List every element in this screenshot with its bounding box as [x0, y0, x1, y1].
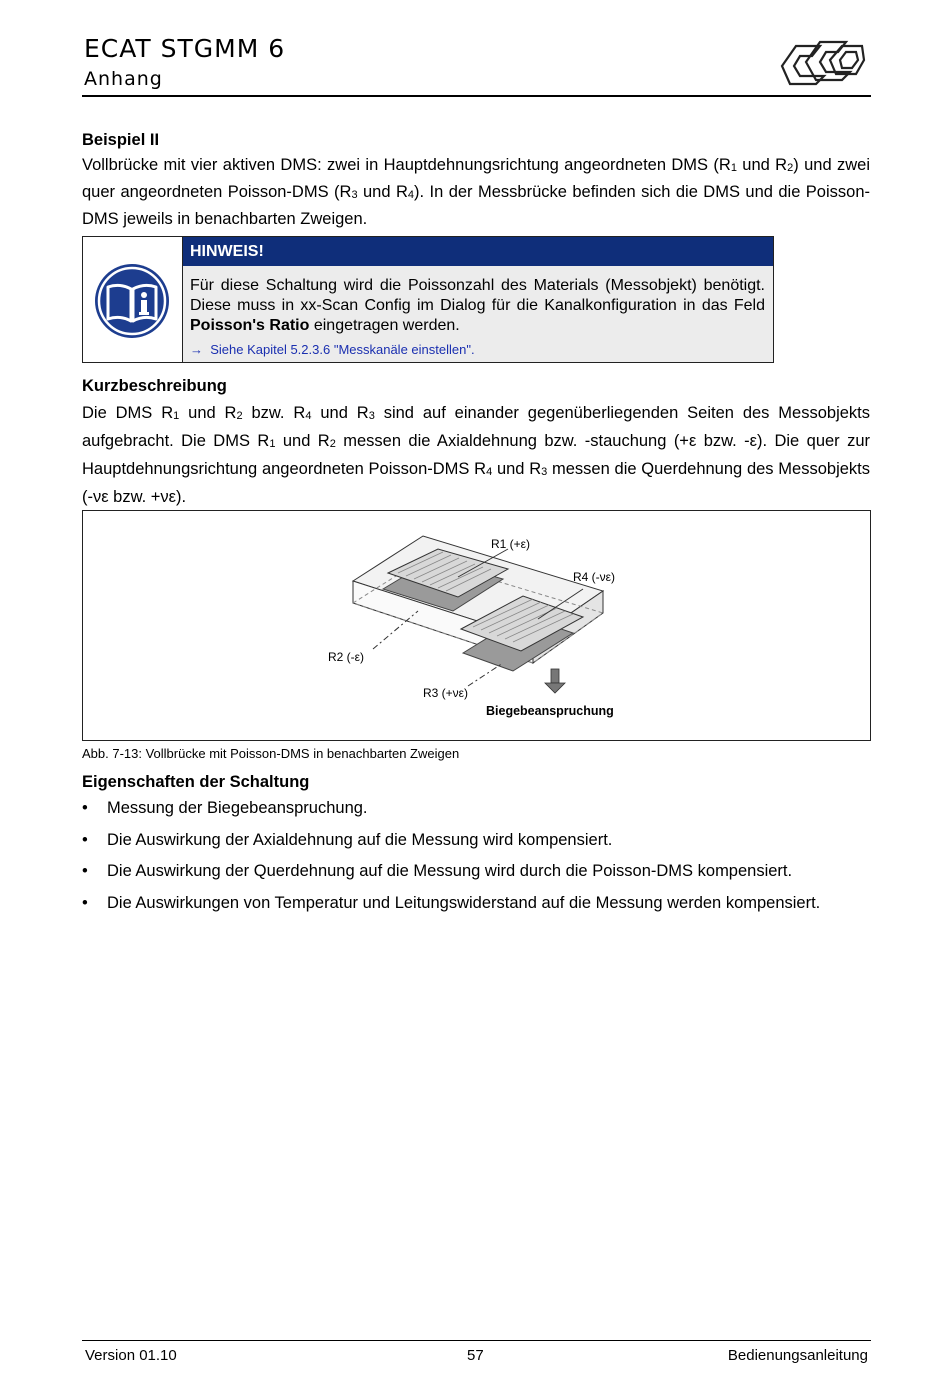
strain-gauge-diagram	[83, 511, 870, 740]
list-item: • Die Auswirkung der Querdehnung auf die Messung wird durch die Poisson-DMS kompensiert.	[82, 862, 793, 880]
page-number: 57	[467, 1347, 484, 1364]
figure-box	[82, 510, 871, 741]
load-arrow-icon	[545, 669, 565, 693]
section-heading-example: Beispiel II	[82, 131, 160, 149]
company-logo	[776, 36, 868, 86]
example-paragraph: Vollbrücke mit vier aktiven DMS: zwei in Hauptdehnungsrichtung angeordneten DMS ($R_1$ und $R_2$) und zwei quer angeordneten Poisson-DMS ($R_3$ und $R_4$). In der Messbrücke befinden sich die DMS und die Poisson-DMS jeweils in benachbarten Zweigen.	[82, 156, 870, 228]
label-load: Biegebeanspruchung	[486, 704, 614, 718]
info-book-icon	[94, 263, 170, 339]
list-item: • Die Auswirkung der Axialdehnung auf die Messung wird kompensiert.	[82, 830, 613, 849]
footer-version: Version 01.10	[85, 1347, 177, 1364]
footer-divider	[82, 1340, 871, 1341]
properties-list	[82, 796, 872, 922]
footer-doc-type: Bedienungsanleitung	[727, 1347, 868, 1364]
label-r2: R2 (-ε)	[328, 650, 365, 664]
list-item: • Messung der Biegebeanspruchung.	[82, 799, 368, 817]
document-subtitle: Anhang	[84, 68, 163, 90]
note-header: HINWEIS!	[183, 237, 773, 266]
note-box	[82, 236, 774, 363]
document-title: ECAT STGMM 6	[84, 34, 286, 63]
label-r3: R3 (+νε)	[423, 686, 469, 700]
note-icon-cell	[83, 237, 183, 362]
note-body	[183, 266, 773, 362]
figure-caption: Abb. 7-13: Vollbrücke mit Poisson-DMS in benachbarten Zweigen	[82, 746, 460, 761]
list-item: • Die Auswirkungen von Temperatur und Leitungswiderstand auf die Messung werden kompensiert.	[82, 893, 821, 912]
note-text: Für diese Schaltung wird die Poissonzahl des Materials (Messobjekt) benötigt. Diese muss in xx-Scan Config im Dialog für die Kanalkonfiguration in das Feld Poisson's Ratio eingetragen werden.	[190, 277, 765, 334]
label-r1: R1 (+ε)	[491, 537, 531, 551]
summary-paragraph: Die DMS $R_1$ und $R_2$ bzw. $R_4$ und $R_3$ sind auf einander gegenüberliegenden Seiten des Messobjekts aufgebracht. Die DMS $R_1$ und $R_2$ messen die Axialdehnung bzw. -stauchung (+ε bzw. -ε). Die quer zur Hauptdehnungsrichtung angeordneten Poisson-DMS $R_4$ und $R_3$ messen die Querdehnung des Messobjekts (-νε bzw. +νε).	[82, 404, 871, 506]
note-link[interactable]: → Siehe Kapitel 5.2.3.6 "Messkanäle einstellen".	[190, 342, 475, 357]
label-r4: R4 (-νε)	[573, 570, 616, 584]
arrow-right-icon: →	[190, 342, 203, 357]
section-heading-summary: Kurzbeschreibung	[82, 377, 227, 395]
header-divider	[82, 95, 871, 97]
section-heading-properties: Eigenschaften der Schaltung	[82, 773, 310, 791]
